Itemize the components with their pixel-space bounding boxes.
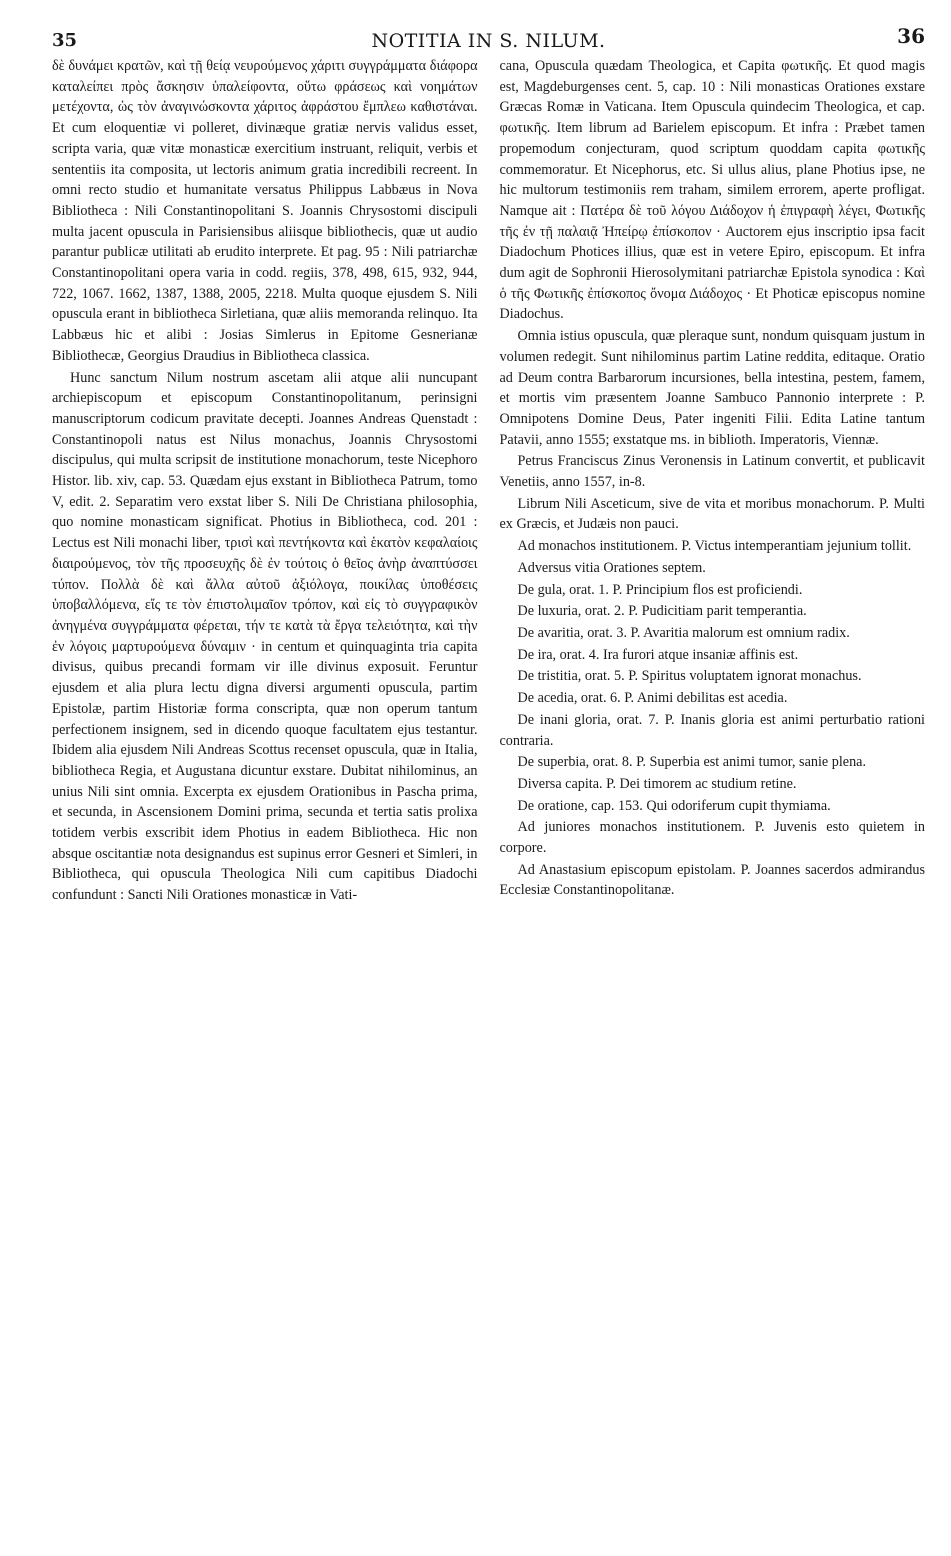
paragraph: Petrus Franciscus Zinus Veronensis in Latinum convertit, et publicavit Venetiis, anno 1557, in-8. xyxy=(499,453,925,491)
list-item: Ad juniores monachos institutionem. P. Juvenis esto quietem in corpore. xyxy=(499,819,925,857)
list-item: De acedia, orat. 6. P. Animi debilitas est acedia. xyxy=(517,690,788,707)
list-item: Ad Anastasium episcopum epistolam. P. Joannes sacerdos admirandus Ecclesiæ Constantinopolitanæ. xyxy=(499,861,925,899)
list-item: De tristitia, orat. 5. P. Spiritus voluptatem ignorat monachus. xyxy=(517,668,862,685)
paragraph: Omnia istius opuscula, quæ pleraque sunt, nondum quisquam justum in volumen redegit. Sunt nihilominus partim Latine reddita, editaque. Oratio ad Deum contra Barbarorum incursiones, bella intestina, pestem, famem, et mortis vim præsentem Joanne Sambuco Pannonio interprete : P. Omnipotens Domine Deus, Pater ingeniti Filii. Edita Latine tantum Patavii, anno 1555; exstatque ms. in biblioth. Imperatoris, Viennæ. xyxy=(499,328,925,448)
left-column xyxy=(52,56,478,906)
list-item: Diversa capita. P. Dei timorem ac studium retine. xyxy=(517,775,797,792)
list-item: De inani gloria, orat. 7. P. Inanis gloria est animi perturbatio rationi contraria. xyxy=(499,711,925,749)
paragraph: Hunc sanctum Nilum nostrum ascetam alii atque alii nuncupant archiepiscopum et episcopum Constantinopolitanum, perinsigni manuscriptorum codicum pravitate decepti. Joannes Andreas Quenstadt : Constantinopoli natus est Nilus monachus, Joannis Chrysostomi discipulus, qui multa scripsit de institutione monachorum, teste Nicephoro Histor. lib. xiv, cap. 53. Quædam ejus exstant in Bibliotheca Patrum, tomo V, edit. 2. Separatim vero exstat liber S. Nili De Christiana philosophia, quo nomine monasticam significat. Photius in Bibliotheca, cod. 201 : Lectus est Nili monachi liber, τρισὶ καὶ πεντήκοντα καὶ ἑκατὸν κεφαλαίοις διαιρούμενος, τὸν τῆς προσευχῆς δὲ ἐν τούτοις ὁ θεῖος ἀνὴρ ἀναπτύσσει τύπον. Πολλὰ δὲ καὶ ἄλλα αὐτοῦ ἀξιόλογα, ποικίλας ὑποθέσεις ὑποβαλλόμενα, εἴς τε τὸν ἐπιστολιμαῖον τρόπον, καὶ εἰς τὸ συγγραφικὸν ἀνηγμένα συγγράμματα φέρεται, τήν τε κατὰ τὰ ἔργα τελειότητα, καὶ τὴν ἐν λόγοις μαρτυρούμενα δύναμιν · in centum et quinquaginta tria capita divisus, quibus precandi formam vir ille divinus exposuit. Feruntur ejusdem et alia plura lectu digna diversi argumenti opuscula, partim Epistolæ, partim Historiæ forma conscripta, quæ non operum tantum perfectionem insignem, sed in dicendo quoque facultatem ejus testantur. Ibidem alia ejusdem Nili Andreas Scottus recenset opuscula, quæ in Italia, bibliotheca Regia, et Augustana dicuntur exstare. Dubitat nihilominus, an unius Nili sint omnia. Excerpta ex ejusdem Orationibus in Pascha prima, et secunda, in Ascensionem Domini prima, secunda et tertia satis prolixa totidem verbis exscribit idem Photius in eadem Bibliotheca. Hic non absque oscitantiæ nota designandus est supinus error Gesneri et Simleri, in Bibliotheca, qui opuscula Theologica Nili cum capitibus Diadochi confundunt : Sancti Nili Orationes monasticæ in Vati- xyxy=(52,369,478,904)
running-title: NOTITIA IN S. NILUM. xyxy=(371,30,606,52)
list-item: De avaritia, orat. 3. P. Avaritia malorum est omnium radix. xyxy=(517,624,850,641)
list-item: Ad monachos institutionem. P. Victus intemperantiam jejunium tollit. xyxy=(517,538,912,555)
list-item: De ira, orat. 4. Ira furori atque insaniæ affinis est. xyxy=(517,646,799,663)
paragraph: δὲ δυνάμει κρατῶν, καὶ τῇ θείᾳ νευρούμενος χάριτι συγγράμματα διάφορα καταλείπει πρὸς ἄσκησιν ὑπαλείφοντα, οὕτω φράσεως καὶ νοημάτων μετέχοντα, ὡς τὸν ἀναγινώσκοντα χάριτος ἀφράστου ἔμπλεω καθιστάναι. Et cum eloquentiæ vi polleret, divinæque gratiæ nervis validus esset, scripta varia, quæ vitæ monasticæ exercitium instruant, reliquit, verbis et sententiis ita composita, ut lectoris animum gratia incredibili recreent. In omni recto studio et humanitate versatus Philippus Labbæus in Nova Bibliotheca : Nili Constantinopolitani S. Joannis Chrysostomi discipuli multa jacent opuscula in Parisiensibus aliisque bibliothecis, quæ ut audio parantur publicæ utilitati ab erudito interprete. Et pag. 95 : Nili patriarchæ Constantinopolitani opera varia in codd. regiis, 378, 498, 615, 932, 944, 722, 1067. 1662, 1387, 1388, 2005, 2218. Multa quoque ejusdem S. Nili opuscula erant in bibliotheca Sirletiana, quæ aliis memoranda relinquo. Ita Labbæus hic et alibi : Josias Simlerus in Epitome Gesnerianæ Bibliothecæ, Georgius Draudius in Bibliotheca classica. xyxy=(52,58,478,364)
list-item: De luxuria, orat. 2. P. Pudicitiam parit temperantia. xyxy=(517,603,807,620)
running-header xyxy=(52,22,925,56)
list-item: De superbia, orat. 8. P. Superbia est animi tumor, sanie plena. xyxy=(517,754,867,771)
right-column xyxy=(500,56,926,906)
paragraph: cana, Opuscula quædam Theologica, et Capita φωτικῆς. Et quod magis est, Magdeburgenses cent. 5, cap. 10 : Nili monasticas Orationes exstare Græcas Romæ in Vaticana. Item Opuscula quindecim Theologica, et cap. φωτικῆς. Item librum ad Barielem episcopum. Et infra : Præbet tamen propemodum conjecturam, quod scriptum quoddam capita φωτικῆς commemoratur. Et Nicephorus, etc. Si ullus alius, plane Photius ipse, ne hic multorum testimoniis rem traham, similem errorem, aperte profligat. Namque ait : Πατέρα δὲ τοῦ λόγου Διάδοχον ἡ ἐπιγραφὴ λέγει, Φωτικῆς τῆς ἐν τῇ παλαιᾷ Ἠπείρῳ ἐπίσκοπον · Auctorem ejus inscriptio ipsa facit Diadochum Photices illius, quæ est in vetere Epiro, episcopum. Et infra dum agit de Sophronii Hierosolymitani patriarchæ Epistola synodica : Καὶ ὁ τῆς Φωτικῆς ἐπίσκοπος ὄνομα Διάδοχος · Et Photicæ episcopus nomine Diadochus. xyxy=(499,58,925,323)
list-item: De gula, orat. 1. P. Principium flos est proficiendi. xyxy=(517,581,803,598)
paragraph: Librum Nili Asceticum, sive de vita et moribus monachorum. P. Multi ex Græcis, et Judæis non pauci. xyxy=(499,495,925,533)
page-number-left: 35 xyxy=(52,30,78,51)
page-number-right: 36 xyxy=(897,24,925,48)
list-item: De oratione, cap. 153. Qui odoriferum cupit thymiama. xyxy=(517,797,831,814)
text-columns xyxy=(52,56,925,906)
list-item: Adversus vitia Orationes septem. xyxy=(517,559,706,576)
